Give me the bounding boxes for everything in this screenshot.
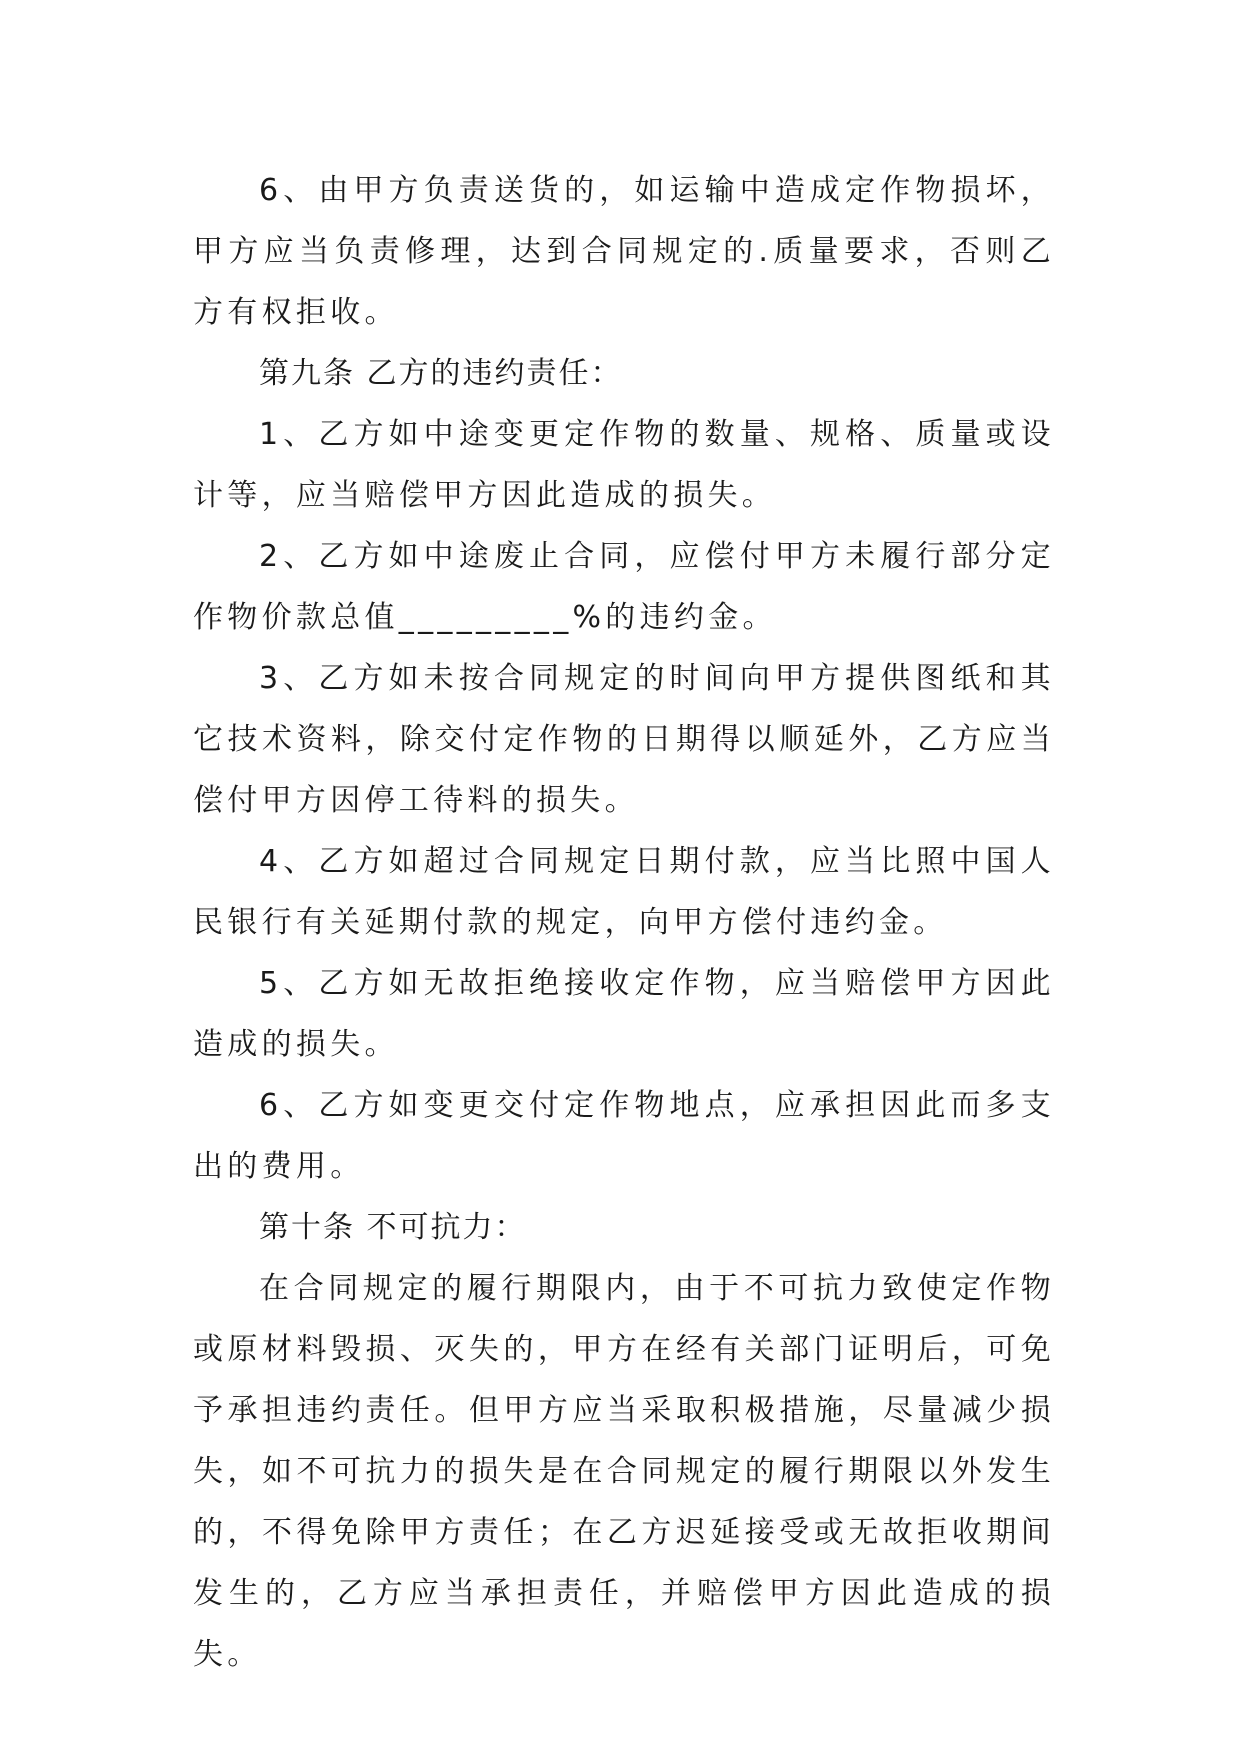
document-body — [193, 160, 1055, 1685]
article-10-heading: 第十条 不可抗力： — [259, 1210, 527, 1245]
article-9-item-5: 5、乙方如无故拒绝接收定作物，应当赔偿甲方因此造成的损失。 — [193, 966, 1055, 1062]
clause-8-item-6: 6、由甲方负责送货的，如运输中造成定作物损坏，甲方应当负责修理，达到合同规定的.质量要求，否则乙方有权拒收。 — [193, 173, 1055, 330]
article-9-item-4: 4、乙方如超过合同规定日期付款，应当比照中国人民银行有关延期付款的规定，向甲方偿付违约金。 — [193, 844, 1055, 940]
article-9-heading: 第九条 乙方的违约责任： — [259, 356, 623, 391]
article-9-item-1: 1、乙方如中途变更定作物的数量、规格、质量或设计等，应当赔偿甲方因此造成的损失。 — [193, 417, 1055, 513]
article-10-body: 在合同规定的履行期限内，由于不可抗力致使定作物或原材料毁损、灭失的，甲方在经有关部门证明后，可免予承担违约责任。但甲方应当采取积极措施，尽量减少损失，如不可抗力的损失是在合同规定的履行期限以外发生的，不得免除甲方责任；在乙方迟延接受或无故拒收期间发生的，乙方应当承担责任，并赔偿甲方因此造成的损失。 — [193, 1271, 1055, 1672]
article-9-item-6: 6、乙方如变更交付定作物地点，应承担因此而多支出的费用。 — [193, 1088, 1055, 1184]
article-9-item-3: 3、乙方如未按合同规定的时间向甲方提供图纸和其它技术资料，除交付定作物的日期得以顺延外，乙方应当偿付甲方因停工待料的损失。 — [193, 661, 1055, 818]
article-9-item-2: 2、乙方如中途废止合同，应偿付甲方未履行部分定作物价款总值_________%的违约金。 — [193, 539, 1055, 635]
